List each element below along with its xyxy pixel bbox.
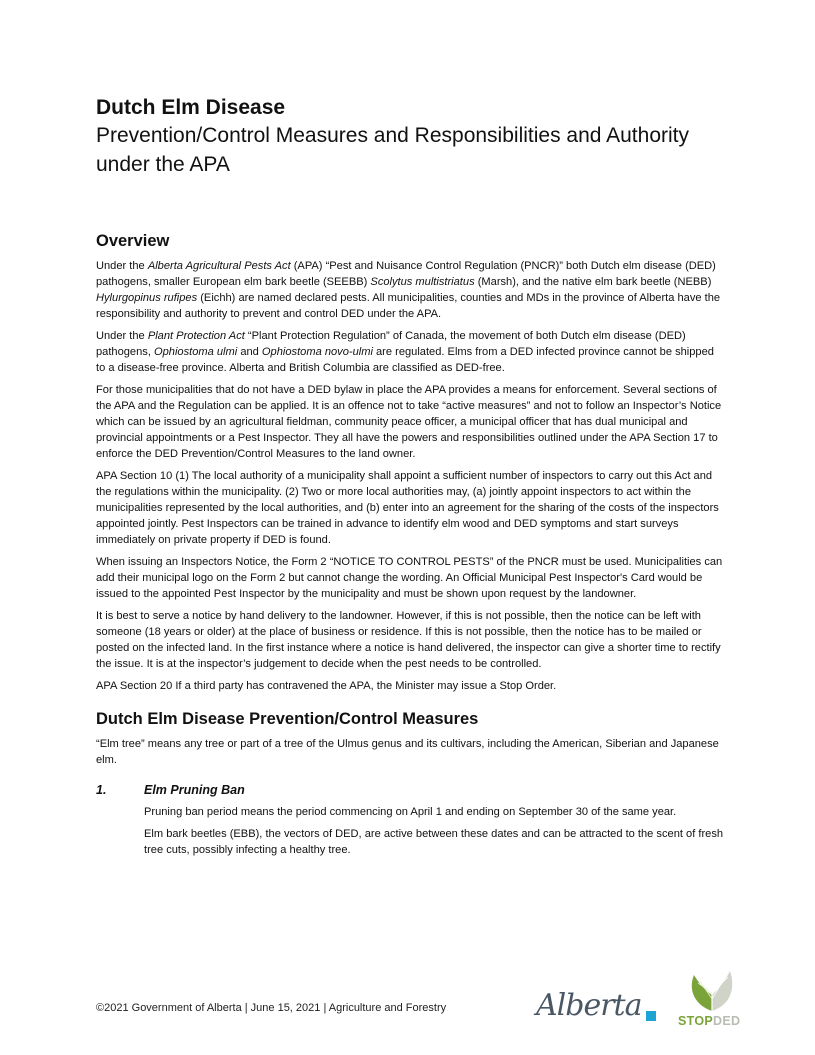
elm-leaf-icon (684, 965, 740, 1013)
overview-paragraph-5: When issuing an Inspectors Notice, the Form 2 “NOTICE TO CONTROL PESTS” of the PNCR must be used. Municipalities can add their municipal logo on the Form 2 but cannot change the wording. An Official Municipal Pest Inspector's Card would be issued to the appointed Pest Inspector by the municipality and must be shown upon request by the landowner. (96, 556, 723, 600)
document-subtitle-line-1: Prevention/Control Measures and Responsibilities and Authority (96, 124, 689, 147)
overview-paragraph-3: For those municipalities that do not have a DED bylaw in place the APA provides a means for enforcement. Several sections of the APA and the Regulation can be applied. It is an offence not to take “active measures” and not to follow an Inspector’s Notice which can be issued by an agricultural fieldman, community peace officer, a municipal officer that has dual municipal and provincial appointments or a Pest Inspector. They all have the powers and responsibilities outlined under the APA Section 17 to enforce the DED Prevention/Control Measures to the land owner. (96, 384, 722, 460)
overview-paragraph-1: Under the Alberta Agricultural Pests Act (APA) “Pest and Nuisance Control Regulation (PNCR)” both Dutch elm disease (DED) pathogens, smaller European elm bark beetle (SEEBB) Scolytus multistriatus (Marsh), and the native elm bark beetle (NEBB) Hylurgopinus rufipes (Eichh) are named declared pests. All municipalities, counties and MDs in the province of Alberta have the responsibility and authority to prevent and control DED under the APA. (96, 260, 721, 320)
alberta-logo (536, 988, 656, 1030)
document-title: Dutch Elm Disease (96, 96, 286, 119)
alberta-wordmark: Alberta (536, 988, 642, 1023)
overview-heading: Overview (96, 232, 170, 250)
item-1-paragraph-2: Elm bark beetles (EBB), the vectors of DED, are active between these dates and can be attracted to the scent of fresh tree cuts, possibly infecting a healthy tree. (144, 828, 724, 856)
stopded-wordmark: STOPDED (678, 1014, 741, 1028)
overview-paragraph-6: It is best to serve a notice by hand delivery to the landowner. However, if this is not possible, then the notice can be left with someone (18 years or older) at the place of business or residence. If this is not possible, then the notice has to be mailed or posted on the infected land. In the first instance where a notice is hand delivered, the inspector can give a shorter time to rectify the issue. It is at the inspector’s judgement to decide when the pest needs to be controlled. (96, 610, 721, 670)
measures-heading: Dutch Elm Disease Prevention/Control Measures (96, 710, 479, 728)
measures-intro: “Elm tree” means any tree or part of a tree of the Ulmus genus and its cultivars, including the American, Siberian and Japanese elm. (96, 738, 719, 766)
overview-paragraph-7: APA Section 20 If a third party has contravened the APA, the Minister may issue a Stop Order. (96, 680, 557, 692)
document-body (96, 230, 726, 864)
alberta-blue-square-icon (646, 1011, 656, 1021)
overview-paragraph-4: APA Section 10 (1) The local authority of a municipality shall appoint a sufficient number of inspectors to carry out this Act and the regulations within the municipality. (2) Two or more local authorities may, (a) jointly appoint inspectors to act within the municipalities represented by the local authorities, and (b) enter into an agreement for the sharing of the costs of the inspectors appointed jointly. Pest Inspectors can be trained in advance to identify elm wood and DED symptoms and start surveys immediately on private property if DED is found. (96, 470, 719, 546)
item-1-paragraph-1: Pruning ban period means the period commencing on April 1 and ending on September 30 of the same year. (144, 806, 677, 818)
item-1-body (96, 804, 726, 858)
overview-paragraph-2: Under the Plant Protection Act “Plant Protection Regulation” of Canada, the movement of both Dutch elm disease (DED) pathogens, Ophiostoma ulmi and Ophiostoma novo-ulmi are regulated. Elms from a DED infected province cannot be shipped to a disease-free province. Alberta and British Columbia are classified as DED-free. (96, 330, 714, 374)
stopded-logo (676, 965, 746, 1035)
item-1-title: Elm Pruning Ban (144, 783, 245, 797)
item-1-heading (96, 782, 726, 798)
document-subtitle-line-2: under the APA (96, 153, 230, 176)
item-1-number: 1. (96, 783, 107, 797)
footer-text: ©2021 Government of Alberta | June 15, 2021 | Agriculture and Forestry (96, 1002, 447, 1014)
page-header (96, 95, 756, 179)
